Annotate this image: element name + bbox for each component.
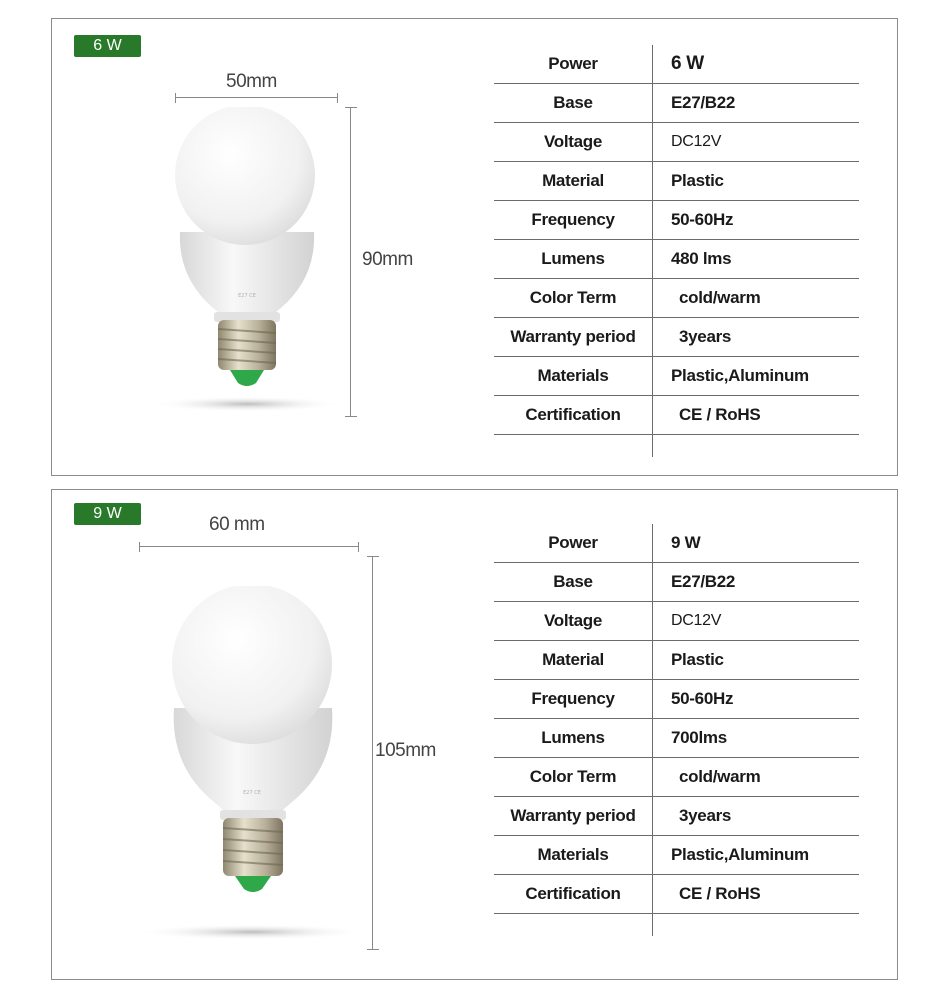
table-row: [494, 641, 859, 680]
spec-key: Lumens: [494, 240, 653, 279]
spec-table: [494, 524, 859, 936]
spec-value: 3years: [653, 318, 860, 357]
spec-key: Material: [494, 162, 653, 201]
table-row: [494, 279, 859, 318]
table-row: [494, 435, 859, 458]
spec-value: E27/B22: [653, 563, 860, 602]
spec-value: CE / RoHS: [653, 875, 860, 914]
width-dimension-line: [139, 542, 359, 552]
table-row: [494, 318, 859, 357]
spec-value: 3years: [653, 797, 860, 836]
table-row: [494, 719, 859, 758]
spec-value: DC12V: [653, 123, 860, 162]
spec-key: Frequency: [494, 680, 653, 719]
table-row: [494, 396, 859, 435]
spec-value: [653, 914, 860, 937]
spec-value: Plastic: [653, 641, 860, 680]
width-label: 60 mm: [209, 514, 265, 535]
spec-key: Color Term: [494, 758, 653, 797]
table-row: [494, 162, 859, 201]
table-row: [494, 602, 859, 641]
table-row: [494, 875, 859, 914]
table-row: [494, 240, 859, 279]
table-row: [494, 84, 859, 123]
table-row: [494, 836, 859, 875]
spec-key: Power: [494, 45, 653, 84]
spec-value: cold/warm: [653, 758, 860, 797]
width-dimension-line: [175, 93, 338, 103]
spec-key: Base: [494, 563, 653, 602]
led-bulb-image: [152, 107, 342, 417]
table-row: [494, 797, 859, 836]
spec-key: Lumens: [494, 719, 653, 758]
height-dimension-line: [345, 107, 357, 417]
spec-value: Plastic,Aluminum: [653, 357, 860, 396]
spec-table: [494, 45, 859, 457]
table-row: [494, 45, 859, 84]
table-row: [494, 357, 859, 396]
wattage-badge: 6 W: [74, 35, 141, 57]
table-row: [494, 524, 859, 563]
spec-value: 6 W: [653, 45, 860, 84]
table-row: [494, 201, 859, 240]
spec-key: Base: [494, 84, 653, 123]
svg-text:E27 CE: E27 CE: [243, 790, 261, 796]
spec-value: Plastic: [653, 162, 860, 201]
table-row: [494, 563, 859, 602]
spec-value: 9 W: [653, 524, 860, 563]
spec-key: [494, 435, 653, 458]
spec-key: Frequency: [494, 201, 653, 240]
spec-key: Voltage: [494, 123, 653, 162]
spec-key: Voltage: [494, 602, 653, 641]
spec-value: E27/B22: [653, 84, 860, 123]
spec-value: cold/warm: [653, 279, 860, 318]
spec-key: Color Term: [494, 279, 653, 318]
spec-key: Warranty period: [494, 318, 653, 357]
product-panel-9w: [51, 489, 898, 980]
table-row: [494, 914, 859, 937]
spec-key: Materials: [494, 836, 653, 875]
spec-value: 700lms: [653, 719, 860, 758]
table-row: [494, 123, 859, 162]
table-row: [494, 758, 859, 797]
wattage-badge: 9 W: [74, 503, 141, 525]
spec-key: Material: [494, 641, 653, 680]
height-label: 90mm: [362, 249, 413, 270]
spec-value: Plastic,Aluminum: [653, 836, 860, 875]
spec-key: Warranty period: [494, 797, 653, 836]
table-row: [494, 680, 859, 719]
svg-text:E27 CE: E27 CE: [238, 293, 256, 299]
spec-key: Power: [494, 524, 653, 563]
spec-key: Certification: [494, 875, 653, 914]
height-label: 105mm: [375, 740, 436, 761]
width-label: 50mm: [226, 71, 277, 92]
spec-value: 480 lms: [653, 240, 860, 279]
product-panel-6w: [51, 18, 898, 476]
spec-value: 50-60Hz: [653, 680, 860, 719]
led-bulb-image: [132, 586, 372, 946]
spec-value: 50-60Hz: [653, 201, 860, 240]
spec-value: [653, 435, 860, 458]
spec-key: [494, 914, 653, 937]
spec-key: Materials: [494, 357, 653, 396]
spec-key: Certification: [494, 396, 653, 435]
spec-value: CE / RoHS: [653, 396, 860, 435]
spec-value: DC12V: [653, 602, 860, 641]
